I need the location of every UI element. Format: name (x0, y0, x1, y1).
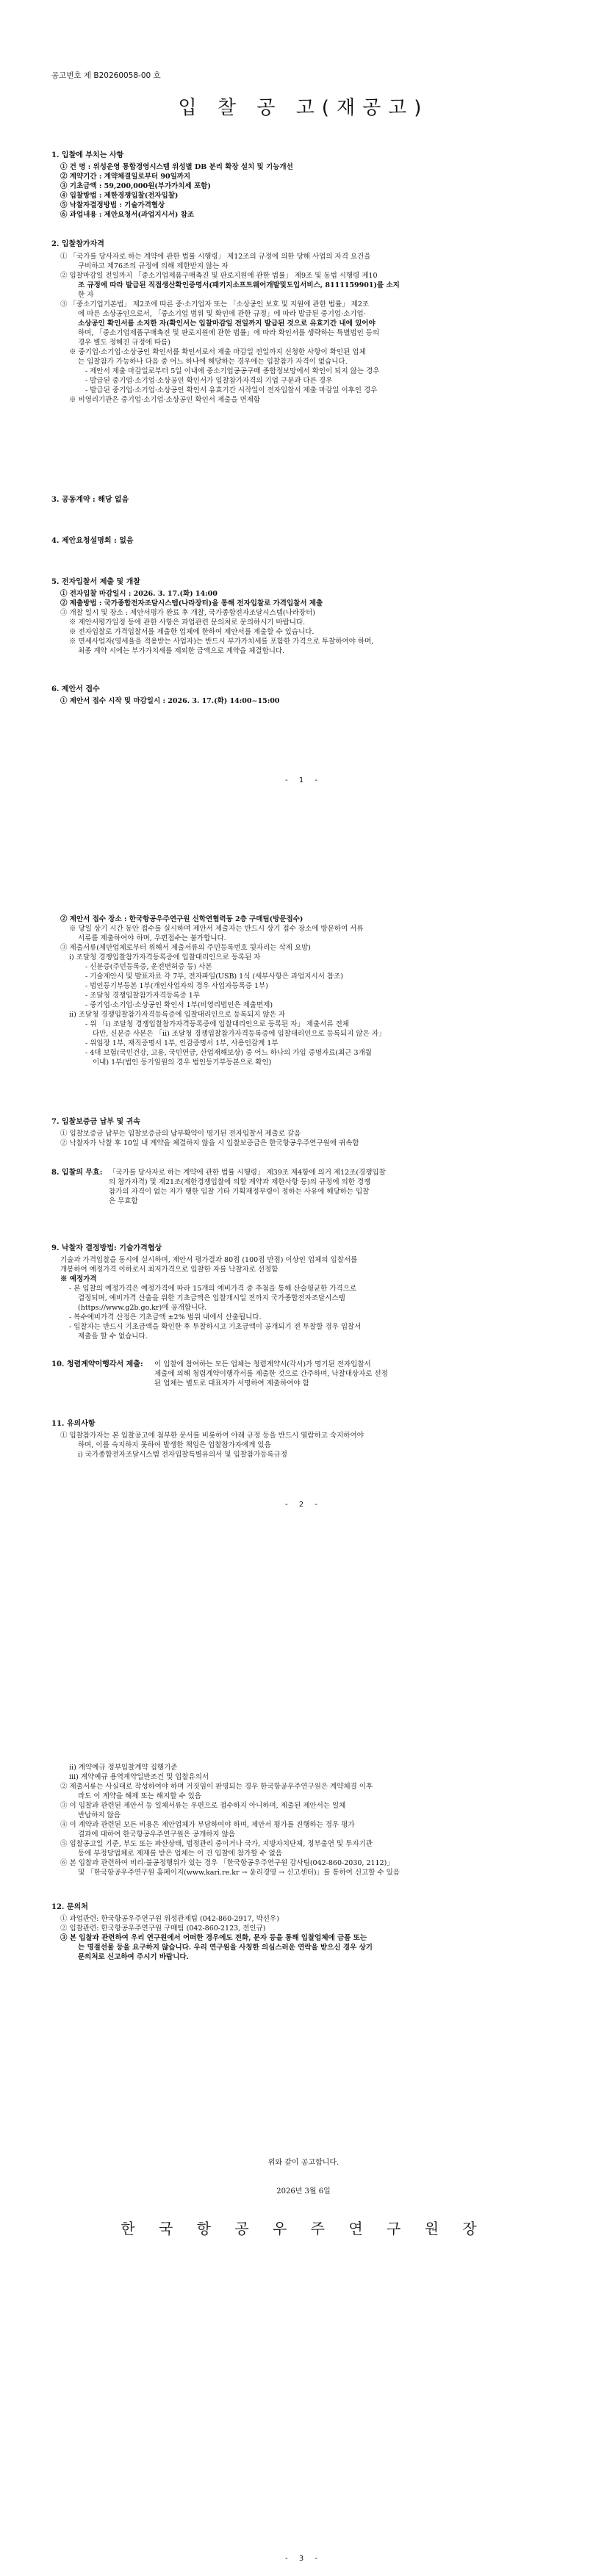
section-7-title: 7. 입찰보증금 납부 및 귀속 (51, 1118, 140, 1126)
s1-item: ⑤ 낙찰자결정방법 : 기술가격협상 (60, 201, 165, 209)
page-number: - 1 - (285, 776, 322, 784)
page-number: - 2 - (285, 1501, 322, 1509)
section-3-title: 3. 공동계약 : 해당 없음 (51, 496, 129, 504)
notice-number: 공고번호 제 B20260058-00 호 (51, 71, 161, 80)
s5-line: ② 제출방법 : 국가종합전자조달시스템(나라장터)을 통해 전자입찰로 가격입찰서 제출 (60, 599, 323, 607)
s6b-line: ③ 제출서류(제안업체로부터 위해서 제출서류의 주민등록번호 뒷자리는 삭제 요망) (60, 944, 311, 952)
s11-line: ⅰ) 국가종합전자조달시스템 전자입찰특별유의서 및 입찰참가등록규정 (78, 1451, 287, 1459)
s10-line: 된 업체는 별도로 대표자가 서명하여 제출하여야 함 (154, 1379, 309, 1388)
section-4-title: 4. 제안요청설명회 : 없음 (51, 537, 134, 545)
s11b-line: ⑥ 본 입찰과 관련하여 비리·불공정행위가 있는 경우 「한국항공우주연구원 감사팀(042-860-2030, 2112)」 (60, 1859, 394, 1867)
s6-line: ① 제안서 접수 시작 및 마감일시 : 2026. 3. 17.(화) 14:00~15:00 (60, 697, 280, 705)
s6b-line: - 신분증(주민등록증, 운전면허증 등) 사본 (85, 963, 212, 971)
s6b-line: - 기술제안서 및 발표자료 각 7부, 전자파일(USB) 1식 (세부사항은 과업지시서 참조) (85, 973, 343, 981)
s9-line: (https://www.g2b.go.kr)에 공개합니다. (78, 1304, 207, 1312)
closing-statement: 위와 같이 공고합니다. (267, 2159, 340, 2167)
section-2-title: 2. 입찰참가자격 (51, 240, 104, 248)
s11b-line: ④ 이 계약과 관련된 모든 비용은 제안업체가 부담하여야 하며, 제안서 평가를 진행하는 경우 평가 (60, 1821, 355, 1829)
s2-line: - 발급된 중기업·소기업·소상공인 확인서 유효기간 시작일이 전자입찰서 제출 마감일 이후인 경우 (85, 386, 378, 394)
section-6-continued (51, 914, 558, 1067)
s12-line: 문의처로 신고하여 주시기 바랍니다. (78, 1953, 189, 1961)
page-number: - 3 - (285, 2555, 322, 2563)
section-8 (51, 1168, 558, 1206)
s10-line: 이 입찰에 참여하는 모든 업체는 청렴계약서(각서)가 명기된 전자입찰서 (154, 1360, 371, 1368)
s8-line: 참가의 자격이 없는 자가 행한 입찰 기타 기획재정부령이 정하는 사유에 해당하는 입찰 (109, 1188, 370, 1196)
s11b-line: ⑤ 입찰공고일 기준, 부도 또는 파산상태, 법정관리 중이거나 국가, 지방자치단체, 정부출연 및 투자기관 (60, 1840, 373, 1848)
section-9-title: 9. 낙찰자 결정방법: 기술가격협상 (51, 1244, 162, 1252)
s6b-line: - 조달청 경쟁입찰참가자격등록증 1부 (85, 992, 200, 1000)
s11b-line: 등에 부정당업체로 제재를 받은 업체는 이 건 입찰에 참가할 수 없음 (78, 1850, 282, 1858)
s6b-line: - 위임장 1부, 재직증명서 1부, 인감증명서 1부, 사용인감계 1부 (85, 1039, 279, 1047)
s12-line: ① 과업관련: 한국항공우주연구원 위성관제팀 (042-860-2917, 박선우) (60, 1915, 279, 1923)
s7-line: ② 낙찰자가 낙찰 후 10일 내 계약을 체결하지 않을 시 입찰보증금은 한국항공우주연구원에 귀속함 (60, 1139, 359, 1147)
s6b-line: - 4대 보험(국민건강, 고용, 국민연금, 산업재해보상) 중 어느 하나의 가입 증명자료(최근 3개월 (85, 1049, 372, 1057)
section-8-title: 8. 입찰의 무효: (51, 1169, 103, 1177)
s8-line: 「국가를 당사자로 하는 계약에 관한 법률 시행령」 제39조 제4항에 의거 제12조(경쟁입찰 (109, 1169, 386, 1177)
section-12 (51, 1902, 558, 1962)
s5-line: ① 전자입찰 마감일시 : 2026. 3. 17.(화) 14:00 (60, 590, 218, 598)
s9-line: - 입찰자는 반드시 기초금액을 확인한 후 투찰하시고 기초금액이 공개되기 전 투찰할 경우 입찰서 (69, 1323, 362, 1331)
s1-item: ⑥ 과업내용 : 제안요청서(과업지시서) 참조 (60, 211, 195, 219)
s5-line: ※ 제안서평가일정 등에 관한 사항은 과업관련 문의처로 문의하시기 바랍니다. (69, 618, 306, 627)
s11b-line: 및 「한국항공우주연구원 홈페이지(www.kari.re.kr → 윤리경영 → 신고센터)」를 통하여 신고할 수 있음 (78, 1869, 400, 1877)
s11b-line: 반납하지 않음 (78, 1811, 121, 1819)
s6b-line: - 법인등기부등본 1부(개인사업자의 경우 사업자등록증 1부) (85, 982, 268, 990)
section-10-title: 10. 청렴계약이행각서 제출: (51, 1360, 143, 1368)
page-3 (0, 1717, 607, 2576)
section-5 (51, 577, 558, 656)
s11b-line: ③ 이 입찰과 관련된 제안서 등 일체서류는 우편으로 접수하지 아니하며, 제출된 제안서는 일체 (60, 1802, 346, 1810)
s9-line: - 복수예비가격 산정은 기초금액 ±2% 범위 내에서 산출됩니다. (69, 1313, 262, 1321)
s6b-line: 서류를 제출하여야 하며, 우편접수는 불가합니다. (78, 934, 226, 942)
s11b-line: ⅱ) 계약예규 정부입찰계약 집행기준 (69, 1764, 178, 1772)
s6b-line: ⅱ) 조달청 경쟁입찰참가자격등록증에 입찰대리인으로 등록되지 않은 자 (69, 1011, 286, 1019)
s5-line: ③ 개찰 일시 및 장소 : 제안서평가 완료 후 개찰, 국가종합전자조달시스템(나라장터) (60, 609, 315, 617)
s11b-line: 라도 이 계약을 해제 또는 해지할 수 있음 (78, 1792, 201, 1800)
s2-line: - 발급된 중기업·소기업·소상공인 확인서가 입찰참가자격의 기업 구분과 다른 경우 (85, 377, 333, 385)
s1-item: ① 건 명 : 위성운영 통합경영시스템 위성별 DB 분리 확장 설치 및 기능개선 (60, 163, 293, 171)
s2-line: - 제안서 제출 마감일로부터 5일 이내에 중소기업공공구매 종합정보망에서 확인이 되지 않는 경우 (85, 367, 380, 375)
s9-line: ※ 예정가격 (60, 1275, 97, 1283)
s5-line: 최종 계약 시에는 부가가치세를 제외한 금액으로 계약을 체결합니다. (78, 647, 285, 655)
s2-line: ① 「국가를 당사자로 하는 계약에 관한 법률 시행령」 제12조의 규정에 의한 당해 사업의 자격 요건을 (60, 253, 371, 261)
section-1-title: 1. 입찰에 부치는 사항 (51, 151, 124, 159)
s9-line: 제출을 할 수 없습니다. (78, 1332, 148, 1341)
section-1 (51, 151, 558, 220)
s2-line: ※ 중기업·소기업·소상공인 확인서를 확인서로서 제출 마감일 전일까지 신청한 사항이 확인된 업체 (69, 348, 366, 356)
section-2 (51, 239, 558, 405)
s11-line: ① 입찰참가자는 본 입찰공고에 첨부한 문서를 비롯하여 아래 규정 등을 반드시 열람하고 숙지하여야 (60, 1432, 364, 1440)
s2-line: 소상공인 확인서를 소지한 자(확인서는 입찰마감일 전일까지 발급된 것으로 유효기간 내에 있어야 (78, 320, 376, 328)
s11b-line: 결과에 대하여 한국항공우주연구원은 공개하지 않음 (78, 1830, 235, 1839)
section-3 (51, 495, 558, 505)
s9-line: - 본 입찰의 예정가격은 예정가격에 따라 15개의 예비가격 중 추첨을 통해 산술평균한 가격으로 (69, 1285, 357, 1293)
s11-line: 하며, 이를 숙지하지 못하여 발생한 책임은 입찰참가자에게 있음 (78, 1441, 271, 1449)
section-4 (51, 536, 558, 546)
s12-line: 는 명절선물 등을 요구하지 않습니다. 우리 연구원을 사칭한 의심스러운 연락을 받으신 경우 상기 (78, 1944, 373, 1952)
s12-line: ② 입찰관련: 한국항공우주연구원 구매팀 (042-860-2123, 전인규) (60, 1924, 266, 1933)
s2-line: 는 입찰참가 가능하나 다음 중 어느 하나에 해당하는 경우에는 입찰참가 자격이 없습니다. (78, 358, 348, 366)
s2-line: 경우 별도 정해진 규정에 따름) (78, 339, 170, 347)
s1-item: ③ 기초금액 : 59,200,000원(부가가치세 포함) (60, 182, 211, 190)
issue-date: 2026년 3월 6일 (276, 2187, 331, 2196)
s2-line: ※ 비영리기관은 중기업·소기업·소상공인 확인서 제출을 면제함 (69, 396, 261, 404)
section-7 (51, 1117, 558, 1148)
page-2 (0, 859, 607, 1717)
s8-line: 의 참가자격) 및 제21조(제한경쟁입찰에 의할 계약과 제한사항 등)의 규정에 의한 경쟁 (109, 1178, 371, 1186)
s6b-line: 다만, 신분증 사본은 「ⅱ) 조달청 경쟁입찰참가자격등록증에 입찰대리인으로 등록되지 않은 자」 (93, 1030, 386, 1038)
section-11 (51, 1419, 558, 1460)
section-11-continued (51, 1763, 558, 1877)
page-1 (0, 0, 607, 859)
section-11-title: 11. 유의사항 (51, 1420, 96, 1428)
s6b-line: ※ 당일 상기 시간 동안 접수를 실시하며 제안서 제출자는 반드시 상기 접수 장소에 방문하여 서류 (69, 925, 364, 933)
s10-line: 제출에 의해 청렴계약이행각서를 제출한 것으로 간주하며, 낙찰대상자로 선정 (154, 1370, 388, 1378)
s8-line: 은 무효함 (109, 1197, 138, 1205)
document-title: 입 찰 공 고(재공고) (178, 97, 429, 119)
s11b-line: ② 제출서류는 사실대로 작성하여야 하며 거짓임이 판명되는 경우 한국항공우주연구원은 계약체결 이후 (60, 1783, 373, 1791)
s2-line: 한 자 (78, 291, 94, 299)
section-12-title: 12. 문의처 (51, 1903, 88, 1911)
s2-line: 구비하고 제76조의 규정에 의해 제한받지 않는 자 (78, 262, 229, 270)
section-9 (51, 1244, 558, 1341)
s1-item: ④ 입찰방법 : 제한경쟁입찰(전자입찰) (60, 192, 179, 200)
s6b-line: ② 제안서 접수 장소 : 한국항공우주연구원 신학연협력동 2층 구매팀(방문접수) (60, 915, 304, 923)
s2-line: 하며, 「중소기업제품구매촉진 및 판로지원에 관한 법률」에 따라 확인서를 생략하는 특별법인 등의 (78, 329, 380, 337)
s5-line: ※ 전자입찰로 가격입찰서를 제출한 업체에 한하여 제안서를 제출할 수 있습니다. (69, 628, 315, 636)
s6b-line: - 중기업·소기업·소상공인 확인서 1부(비영리법인은 제출면제) (85, 1001, 273, 1009)
s12-line: ③ 본 입찰과 관련하여 우리 연구원에서 어떠한 경우에도 전화, 문자 등을 통해 입찰업체에 금품 또는 (60, 1934, 367, 1942)
s1-item: ② 계약기간 : 계약체결일로부터 90일까지 (60, 173, 191, 181)
s9-line: 결정되며, 예비가격 산출을 위한 기초금액은 입찰개시일 전까지 국가종합전자조달시스템 (78, 1294, 345, 1302)
section-5-title: 5. 전자입찰서 제출 및 개찰 (51, 578, 140, 586)
s2-line: ③ 「중소기업기본법」 제2조에 따른 중·소기업자 또는 「소상공인 보호 및 지원에 관한 법률」 제2조 (60, 300, 370, 309)
s6b-line: ⅰ) 조달청 경쟁입찰참가자격등록증에 입찰대리인으로 등록된 자 (69, 953, 261, 962)
s2-line: 에 따른 소상공인으로서, 「중소기업 범위 및 확인에 관한 규정」에 따라 발급된 중기업·소기업· (78, 310, 366, 318)
s6b-line: 이내) 1부(법인 등기임원의 경우 법인등기부등본으로 확인) (93, 1058, 272, 1067)
issuing-organization: 한 국 항 공 우 주 연 구 원 장 (121, 2220, 486, 2237)
s6b-line: - 위 「ⅰ) 조달청 경쟁입찰참가자격등록증에 입찰대리인으로 등록된 자」 제출서류 전체 (85, 1020, 349, 1028)
s2-line: ② 입찰마감일 전일까지 「중소기업제품구매촉진 및 판로지원에 관한 법률」 제9조 및 동법 시행령 제10 (60, 272, 378, 280)
s2-line: 조 규정에 따라 발급된 직접생산확인증명서(패키지소프트웨어개발및도입서비스, 8111159901)를 소지 (78, 281, 400, 289)
s5-line: ※ 면세사업자(영세율을 적용받는 사업자)는 반드시 부가가치세를 포함한 가격으로 투찰하여야 하며, (69, 638, 374, 646)
s9-line: 개봉하여 예정가격 이하로서 최저가격으로 입찰한 자를 낙찰자로 선정함 (60, 1266, 279, 1274)
section-10 (51, 1360, 558, 1388)
s9-line: 기술과 가격입찰을 동시에 실시하며, 제안서 평가결과 80점 (100점 만점) 이상인 업체의 입찰서를 (60, 1256, 358, 1264)
s7-line: ① 입찰보증금 납부는 입찰보증금의 납부확약이 명기된 전자입찰서 제출로 갈음 (60, 1130, 301, 1138)
section-6-title: 6. 제안서 접수 (51, 685, 100, 693)
section-6 (51, 685, 558, 706)
s11b-line: ⅲ) 계약예규 용역계약일반조건 및 입찰유의서 (69, 1773, 209, 1781)
